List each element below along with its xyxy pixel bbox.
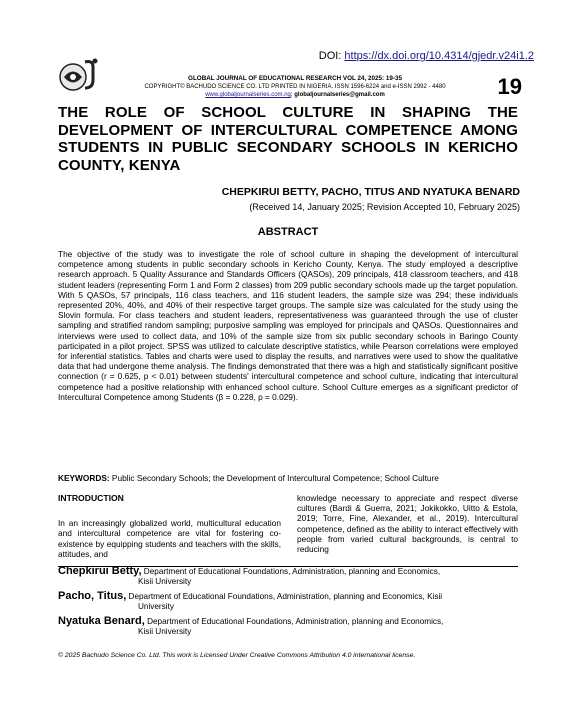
- contact-separator: ;: [290, 92, 295, 98]
- doi-line: [319, 50, 534, 62]
- affiliation-3: [58, 616, 528, 637]
- publisher-logo-icon: [57, 58, 99, 92]
- page-number: 19: [497, 74, 522, 99]
- affiliation-name: Chepkirui Betty,: [58, 565, 142, 577]
- doi-link[interactable]: https://dx.doi.org/10.4314/gjedr.v24i1.2: [344, 50, 534, 62]
- keywords-text: Public Secondary Schools; the Development of Intercultural Competence; School Culture: [109, 473, 439, 483]
- keywords-label: KEYWORDS:: [58, 473, 110, 483]
- affiliation-1: [58, 566, 528, 587]
- affiliation-dept: Department of Educational Foundations, Administration, planning and Economics,: [144, 617, 444, 626]
- journal-header: [120, 75, 470, 99]
- affiliation-dept: Department of Educational Foundations, Administration, planning and Economics,: [141, 567, 441, 576]
- abstract-heading: ABSTRACT: [257, 226, 319, 238]
- journal-website-link[interactable]: www.globaljournalseries.com.ng: [205, 92, 291, 98]
- received-dates: (Received 14, January 2025; Revision Accepted 10, February 2025): [249, 202, 520, 212]
- author-list: CHEPKIRUI BETTY, PACHO, TITUS AND NYATUKA BENARD: [221, 186, 520, 198]
- journal-contact: [120, 91, 470, 99]
- journal-name: GLOBAL JOURNAL OF EDUCATIONAL RESEARCH VOL 24, 2025: 19-35: [188, 75, 402, 82]
- affiliation-name: Pacho, Titus,: [58, 590, 127, 602]
- abstract-text: The objective of the study was to investigate the role of school culture in shaping the development of intercultural competence among students in public secondary schools in Kericho County, Kenya. The study employed a descriptive research approach. 5 Quality Assurance and Standards Officers (QASOs), 209 principals, 418 classroom teachers, and 418 student leaders (representing Form 1 and Form 2 classes) from 209 public secondary schools made up the target population. With 5 QASOs, 57 principals, 116 class teachers, and 116 student leaders, the sample size was 294; these individuals represented 20%, 40%, and 40% of their respective target groups. The sample size was calculated for the study using the Slovin formula. For class teachers and student leaders, representativeness was guaranteed through the use of cluster sampling and stratified random sampling; purposive sampling was employed for principals and QASOs. Questionnaires and interviews were used to collect data, and 10% of the sample size from six public secondary schools in Baringo County participated in a pilot project. SPSS was utilized to calculate descriptive statistics, while Pearson correlations were employed for inferential statistics. Tables and charts were used to display the results, and narratives were used to show the qualitative data that had undergone theme analysis. The findings demonstrated that there was a high and statistically significant positive connection (r = 0.625, p < 0.01) between students' intercultural competence and school culture, indicating that intercultural competence had a positive relationship with enhanced school culture. School Culture emerges as a significant predictor of Intercultural Competence among Students (β = 0.228, p = 0.029).: [58, 249, 518, 402]
- introduction-paragraph: In an increasingly globalized world, multicultural education and intercultural competence are vital for fostering co-existence by equipping students and teachers with the skills, attitudes, and: [58, 518, 281, 559]
- doi-label: DOI:: [318, 50, 345, 62]
- affiliation-institution: Kisii University: [138, 627, 192, 636]
- affiliation-institution: University: [138, 602, 174, 611]
- affiliation-2: [58, 591, 528, 612]
- introduction-heading: INTRODUCTION: [58, 493, 124, 503]
- keywords: [58, 473, 518, 483]
- paper-title: THE ROLE OF SCHOOL CULTURE IN SHAPING THE DEVELOPMENT OF INTERCULTURAL COMPETENCE AMONG STUDENTS IN PUBLIC SECONDARY SCHOOLS IN KERICHO COUNTY, KENYA: [58, 104, 518, 174]
- affiliation-institution: Kisii University: [138, 577, 192, 586]
- journal-copyright: COPYRIGHT© BACHUDO SCIENCE CO. LTD PRINTED IN NIGERIA. ISSN 1596-6224 and e-ISSN 2992 - 4480: [144, 84, 446, 90]
- affiliation-dept: Department of Educational Foundations, Administration, planning and Economics, Kisii: [126, 592, 443, 601]
- journal-email: globaljournalseries@gmail.com: [294, 92, 385, 98]
- column-right: knowledge necessary to appreciate and respect diverse cultures (Bardi & Guerra, 2021; Jokikokko, Uitto & Estola, 2019; Torre, Fine, Alexander, et al., 2019). Intercultural competence, defined as the ability to interact effectively with people from varied cultural backgrounds, is central to reducing: [297, 493, 518, 555]
- affiliation-name: Nyatuka Benard,: [58, 615, 145, 627]
- column-left: [58, 493, 281, 559]
- license-footer: © 2025 Bachudo Science Co. Ltd. This work is Licensed Under Creative Commons Attribution 4.0 international license.: [58, 652, 416, 659]
